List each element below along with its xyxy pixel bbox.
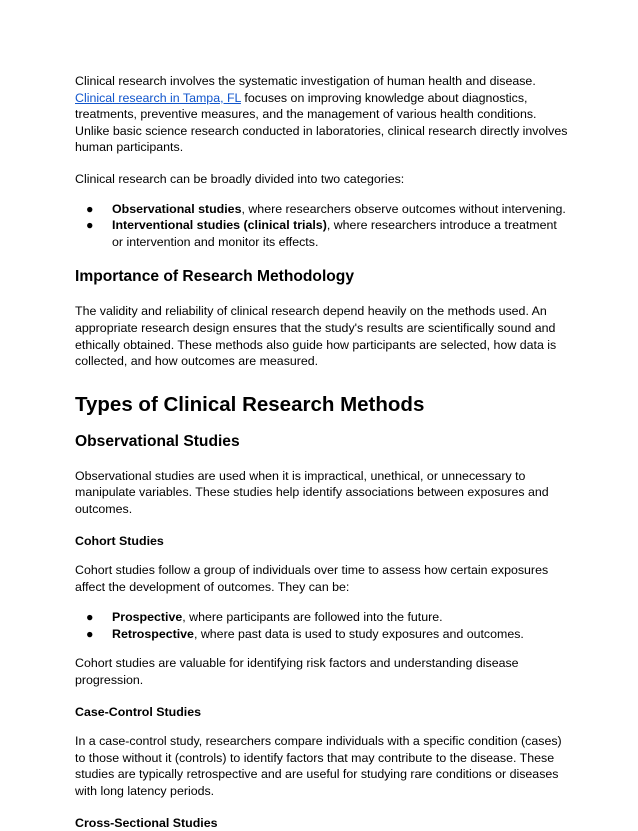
cohort-list: [75, 609, 568, 642]
categories-list: [75, 201, 568, 251]
intro-text-before-link: Clinical research involves the systematic investigation of human health and disease.: [75, 74, 536, 88]
list-item-text: , where researchers observe outcomes without intervening.: [241, 201, 566, 216]
observational-paragraph: Observational studies are used when it is impractical, unethical, or unnecessary to manipulate variables. These studies help identify associations between exposures and outcomes.: [75, 468, 549, 516]
cohort-value-paragraph: Cohort studies are valuable for identifying risk factors and understanding disease progression.: [75, 656, 519, 688]
list-item: [75, 201, 568, 218]
list-item: [75, 626, 568, 643]
list-item-text: , where past data is used to study exposures and outcomes.: [193, 626, 524, 641]
list-item-bold: Observational studies: [112, 201, 242, 216]
intro-paragraph: [75, 73, 568, 156]
methodology-paragraph: The validity and reliability of clinical research depend heavily on the methods used. An appropriate research design ensures that the study's results are scientifically sound and ethically obtained. These methods also guide how participants are selected, how data is collected, and how outcomes are measured.: [75, 304, 557, 369]
bullet-icon: ●: [86, 610, 94, 625]
intro-text-after-link: focuses on improving knowledge about diagnostics, treatments, preventive measures, and the management of various health conditions. Unlike basic science research conducted in laboratories, clinical research directly involves human participants.: [75, 90, 568, 155]
list-item: [75, 609, 568, 626]
list-item-bold: Prospective: [112, 610, 183, 625]
methodology-heading: Importance of Research Methodology: [75, 268, 354, 286]
cohort-heading: Cohort Studies: [75, 533, 164, 548]
observational-heading: Observational Studies: [75, 432, 240, 450]
case-control-paragraph: In a case-control study, researchers compare individuals with a specific condition (cases) to those without it (controls) to identify factors that may contribute to the disease. These studies are typically retrospective and are useful for studying rare conditions or diseases with long latency periods.: [75, 734, 562, 799]
bullet-icon: ●: [86, 201, 94, 216]
list-item-text: , where researchers introduce a treatment or intervention and monitor its effects.: [112, 218, 557, 249]
case-control-heading: Case-Control Studies: [75, 704, 201, 719]
cross-sectional-heading: Cross-Sectional Studies: [75, 815, 218, 830]
list-item-bold: Interventional studies (clinical trials): [112, 218, 327, 233]
bullet-icon: ●: [86, 626, 94, 641]
categories-intro: Clinical research can be broadly divided into two categories:: [75, 171, 405, 186]
clinical-research-tampa-link[interactable]: Clinical research in Tampa, FL: [75, 90, 241, 105]
types-heading: Types of Clinical Research Methods: [75, 392, 425, 416]
cohort-paragraph: Cohort studies follow a group of individuals over time to assess how certain exposures affect the development of outcomes. They can be:: [75, 563, 549, 594]
list-item-text: , where participants are followed into the future.: [182, 610, 443, 625]
list-item-bold: Retrospective: [112, 626, 194, 641]
list-item: [75, 217, 568, 250]
bullet-icon: ●: [86, 218, 94, 233]
